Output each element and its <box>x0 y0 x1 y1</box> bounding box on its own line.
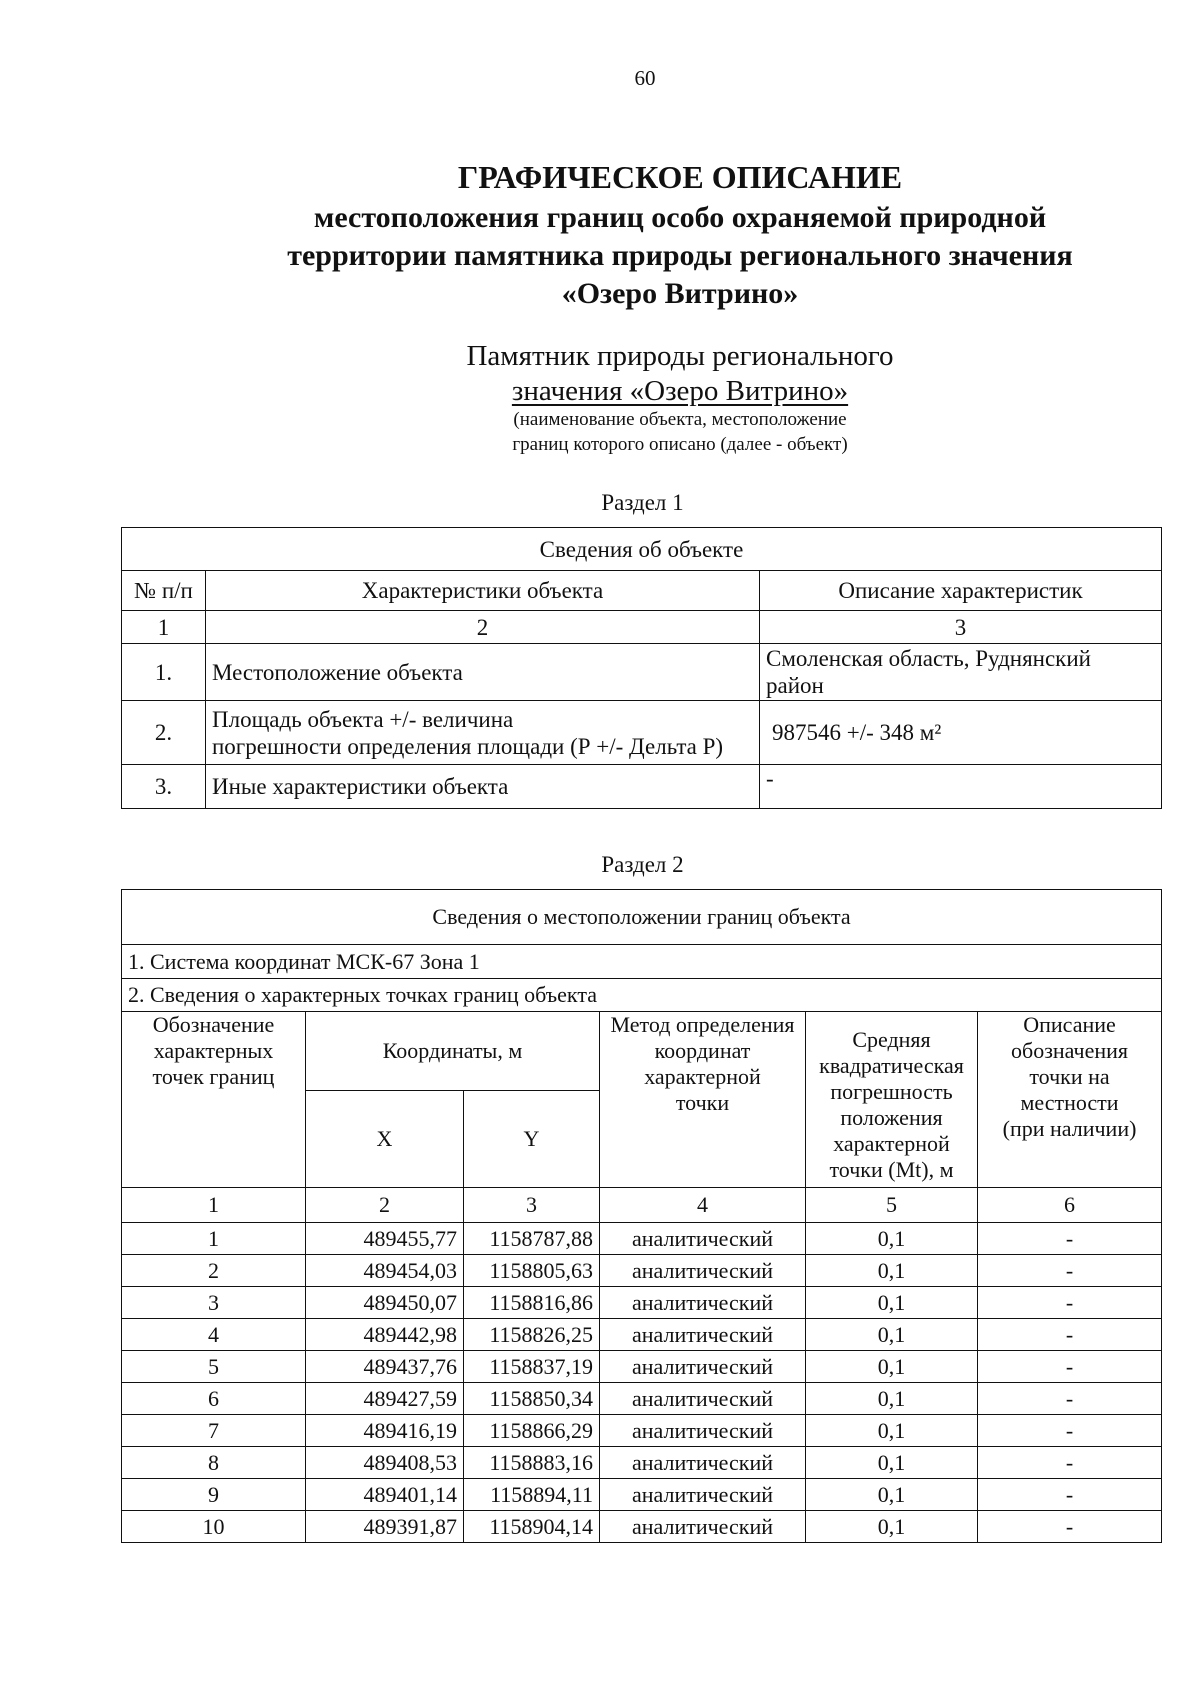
header-description: Описание характеристик <box>760 571 1162 611</box>
header-line: местности <box>1020 1090 1119 1115</box>
table-row <box>122 1223 1162 1255</box>
col-number: 4 <box>600 1188 806 1223</box>
characteristic-cell: Иные характеристики объекта <box>206 765 760 809</box>
object-info-table-title: Сведения об объекте <box>122 528 1162 571</box>
header-method <box>600 1012 806 1188</box>
header-number: № п/п <box>122 571 206 611</box>
point-mt: 0,1 <box>806 1223 978 1255</box>
table-row <box>122 1447 1162 1479</box>
point-method: аналитический <box>600 1351 806 1383</box>
table-row <box>122 1415 1162 1447</box>
header-line: Описание <box>1023 1012 1116 1037</box>
point-x: 489408,53 <box>306 1447 464 1479</box>
col-number: 3 <box>760 611 1162 644</box>
header-line: характерной <box>833 1131 950 1156</box>
point-y: 1158866,29 <box>464 1415 600 1447</box>
point-description: - <box>978 1287 1162 1319</box>
row-number: 2. <box>122 701 206 765</box>
point-x: 489427,59 <box>306 1383 464 1415</box>
characteristic-cell: Местоположение объекта <box>206 644 760 701</box>
header-line: положения <box>840 1105 943 1130</box>
point-x: 489455,77 <box>306 1223 464 1255</box>
header-line: точки <box>675 1090 730 1115</box>
header-characteristics: Характеристики объекта <box>206 571 760 611</box>
col-number: 5 <box>806 1188 978 1223</box>
header-line: точек границ <box>152 1064 275 1089</box>
section-1-title: Раздел 1 <box>601 490 684 515</box>
point-method: аналитический <box>600 1319 806 1351</box>
document-subtitle-line-2: территории памятника природы регионального значения <box>287 239 1073 272</box>
point-x: 489391,87 <box>306 1511 464 1543</box>
table-row <box>122 1511 1162 1543</box>
object-name-line-2 <box>0 374 1200 409</box>
point-description: - <box>978 1479 1162 1511</box>
point-x: 489450,07 <box>306 1287 464 1319</box>
col-number: 3 <box>464 1188 600 1223</box>
point-y: 1158850,34 <box>464 1383 600 1415</box>
description-cell: 987546 +/- 348 м² <box>760 701 1162 765</box>
point-y: 1158894,11 <box>464 1479 600 1511</box>
point-mt: 0,1 <box>806 1479 978 1511</box>
header-y: Y <box>464 1091 600 1188</box>
col-number: 6 <box>978 1188 1162 1223</box>
header-x: X <box>306 1091 464 1188</box>
point-x: 489437,76 <box>306 1351 464 1383</box>
header-line: характерных <box>153 1038 274 1063</box>
point-designation: 6 <box>122 1383 306 1415</box>
point-designation: 2 <box>122 1255 306 1287</box>
description-line: район <box>766 673 824 698</box>
header-line: Средняя <box>852 1027 931 1052</box>
description-cell <box>760 644 1162 701</box>
header-line: квадратическая <box>819 1053 964 1078</box>
header-line: точки (Mt), м <box>829 1157 954 1182</box>
header-line: погрешность <box>830 1079 953 1104</box>
characteristic-line: погрешности определения площади (Р +/- Дельта Р) <box>212 733 724 759</box>
point-designation: 5 <box>122 1351 306 1383</box>
points-section-title: 2. Сведения о характерных точках границ объекта <box>122 979 1162 1012</box>
point-y: 1158904,14 <box>464 1511 600 1543</box>
point-designation: 7 <box>122 1415 306 1447</box>
header-line: (при наличии) <box>1002 1116 1137 1141</box>
boundary-table-title: Сведения о местоположении границ объекта <box>122 890 1162 945</box>
table-row <box>122 1351 1162 1383</box>
document-subtitle-line-1: местоположения границ особо охраняемой природной <box>313 201 1047 234</box>
col-number: 1 <box>122 1188 306 1223</box>
header-error <box>806 1012 978 1188</box>
point-mt: 0,1 <box>806 1447 978 1479</box>
boundary-points-table <box>121 889 1162 1543</box>
object-name-caption-2: границ которого описано (далее - объект) <box>512 434 848 455</box>
point-designation: 3 <box>122 1287 306 1319</box>
point-mt: 0,1 <box>806 1511 978 1543</box>
document-subtitle-line-3: «Озеро Витрино» <box>561 277 799 310</box>
coordinate-system: 1. Система координат МСК-67 Зона 1 <box>122 945 1162 979</box>
header-point-description <box>978 1012 1162 1188</box>
object-name-line-1: Памятник природы регионального <box>466 340 894 372</box>
header-line: обозначения <box>1011 1038 1129 1063</box>
point-description: - <box>978 1447 1162 1479</box>
table-row <box>122 1287 1162 1319</box>
points-body <box>122 1223 1162 1543</box>
point-y: 1158805,63 <box>464 1255 600 1287</box>
table-row <box>122 1255 1162 1287</box>
table-row <box>122 701 1162 765</box>
characteristic-cell <box>206 701 760 765</box>
point-x: 489442,98 <box>306 1319 464 1351</box>
point-y: 1158787,88 <box>464 1223 600 1255</box>
point-x: 489401,14 <box>306 1479 464 1511</box>
row-number: 1. <box>122 644 206 701</box>
point-x: 489416,19 <box>306 1415 464 1447</box>
characteristic-line: Площадь объекта +/- величина <box>212 706 514 732</box>
point-y: 1158826,25 <box>464 1319 600 1351</box>
col-number: 2 <box>206 611 760 644</box>
object-name-underlined: значения «Озеро Витрино» <box>511 375 849 407</box>
document-title: ГРАФИЧЕСКОЕ ОПИСАНИЕ <box>457 159 903 195</box>
page-number: 60 <box>634 66 656 90</box>
point-y: 1158883,16 <box>464 1447 600 1479</box>
point-method: аналитический <box>600 1447 806 1479</box>
point-mt: 0,1 <box>806 1255 978 1287</box>
header-line: Обозначение <box>152 1012 275 1037</box>
point-designation: 9 <box>122 1479 306 1511</box>
table-row <box>122 1319 1162 1351</box>
point-mt: 0,1 <box>806 1351 978 1383</box>
point-mt: 0,1 <box>806 1287 978 1319</box>
point-designation: 4 <box>122 1319 306 1351</box>
point-description: - <box>978 1511 1162 1543</box>
point-description: - <box>978 1415 1162 1447</box>
description-line: Смоленская область, Руднянский <box>766 646 1091 671</box>
description-cell: - <box>760 765 1162 809</box>
point-mt: 0,1 <box>806 1383 978 1415</box>
header-designation <box>122 1012 306 1188</box>
point-method: аналитический <box>600 1383 806 1415</box>
point-description: - <box>978 1383 1162 1415</box>
point-method: аналитический <box>600 1255 806 1287</box>
col-number: 2 <box>306 1188 464 1223</box>
header-line: точки на <box>1029 1064 1110 1089</box>
point-description: - <box>978 1351 1162 1383</box>
point-method: аналитический <box>600 1223 806 1255</box>
point-description: - <box>978 1223 1162 1255</box>
point-mt: 0,1 <box>806 1319 978 1351</box>
header-line: координат <box>654 1038 751 1063</box>
table-row <box>122 765 1162 809</box>
point-method: аналитический <box>600 1415 806 1447</box>
object-info-table <box>121 527 1162 809</box>
point-method: аналитический <box>600 1479 806 1511</box>
point-method: аналитический <box>600 1511 806 1543</box>
header-line: характерной <box>644 1064 761 1089</box>
table-row <box>122 1479 1162 1511</box>
table-row <box>122 644 1162 701</box>
section-2-title: Раздел 2 <box>601 852 684 877</box>
point-designation: 10 <box>122 1511 306 1543</box>
point-description: - <box>978 1319 1162 1351</box>
header-coordinates: Координаты, м <box>306 1012 600 1091</box>
point-designation: 8 <box>122 1447 306 1479</box>
col-number: 1 <box>122 611 206 644</box>
table-row <box>122 1383 1162 1415</box>
object-name-caption-1: (наименование объекта, местоположение <box>513 409 847 430</box>
point-method: аналитический <box>600 1287 806 1319</box>
point-description: - <box>978 1255 1162 1287</box>
point-mt: 0,1 <box>806 1415 978 1447</box>
point-y: 1158837,19 <box>464 1351 600 1383</box>
point-y: 1158816,86 <box>464 1287 600 1319</box>
point-designation: 1 <box>122 1223 306 1255</box>
point-x: 489454,03 <box>306 1255 464 1287</box>
header-line: Метод определения <box>610 1012 795 1037</box>
row-number: 3. <box>122 765 206 809</box>
